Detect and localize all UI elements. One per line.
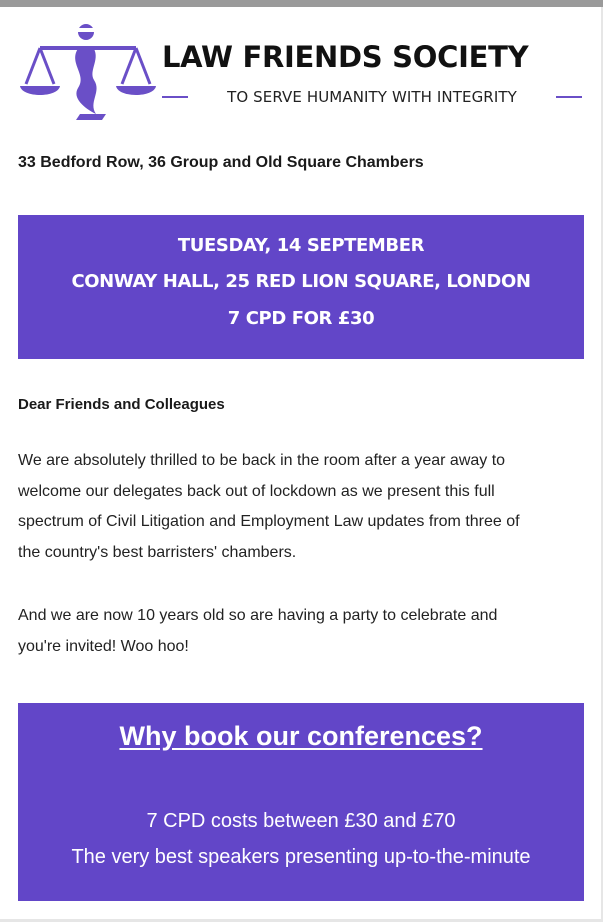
event-venue: CONWAY HALL, 25 RED LION SQUARE, LONDON bbox=[71, 271, 531, 292]
tagline-left-dash bbox=[162, 96, 188, 98]
letter-greeting: Dear Friends and Colleagues bbox=[18, 396, 225, 413]
anniversary-paragraph bbox=[18, 601, 590, 662]
why-point: The very best speakers presenting up-to-the-minute bbox=[71, 846, 531, 868]
law-friends-society-logo bbox=[18, 22, 586, 122]
top-border bbox=[0, 0, 603, 7]
chambers-heading: 33 Bedford Row, 36 Group and Old Square Chambers bbox=[18, 154, 424, 171]
scales-of-justice-icon bbox=[18, 22, 158, 122]
why-book-title[interactable]: Why book our conferences? bbox=[119, 721, 483, 751]
paragraph-line: We are absolutely thrilled to be back in the room after a year away to bbox=[18, 452, 506, 469]
intro-paragraph bbox=[18, 446, 590, 568]
paragraph-line: the country's best barristers' chambers. bbox=[18, 543, 297, 561]
paragraph-line: spectrum of Civil Litigation and Employment Law updates from three of bbox=[18, 513, 520, 530]
paragraph-line: you're invited! Woo hoo! bbox=[18, 637, 189, 655]
logo-tagline: TO SERVE HUMANITY WITH INTEGRITY bbox=[227, 88, 517, 106]
paragraph-line: welcome our delegates back out of lockdown as we present this full bbox=[18, 482, 495, 500]
event-details-banner bbox=[18, 215, 584, 359]
paragraph-line: And we are now 10 years old so are having a party to celebrate and bbox=[18, 607, 498, 624]
logo-tagline-row bbox=[162, 86, 582, 108]
event-cpd-price: 7 CPD FOR £30 bbox=[227, 308, 375, 329]
why-point: 7 CPD costs between £30 and £70 bbox=[146, 810, 456, 832]
tagline-right-dash bbox=[556, 96, 582, 98]
event-date: TUESDAY, 14 SEPTEMBER bbox=[177, 235, 425, 256]
why-book-banner bbox=[18, 703, 584, 901]
logo-title: LAW FRIENDS SOCIETY bbox=[162, 40, 529, 74]
